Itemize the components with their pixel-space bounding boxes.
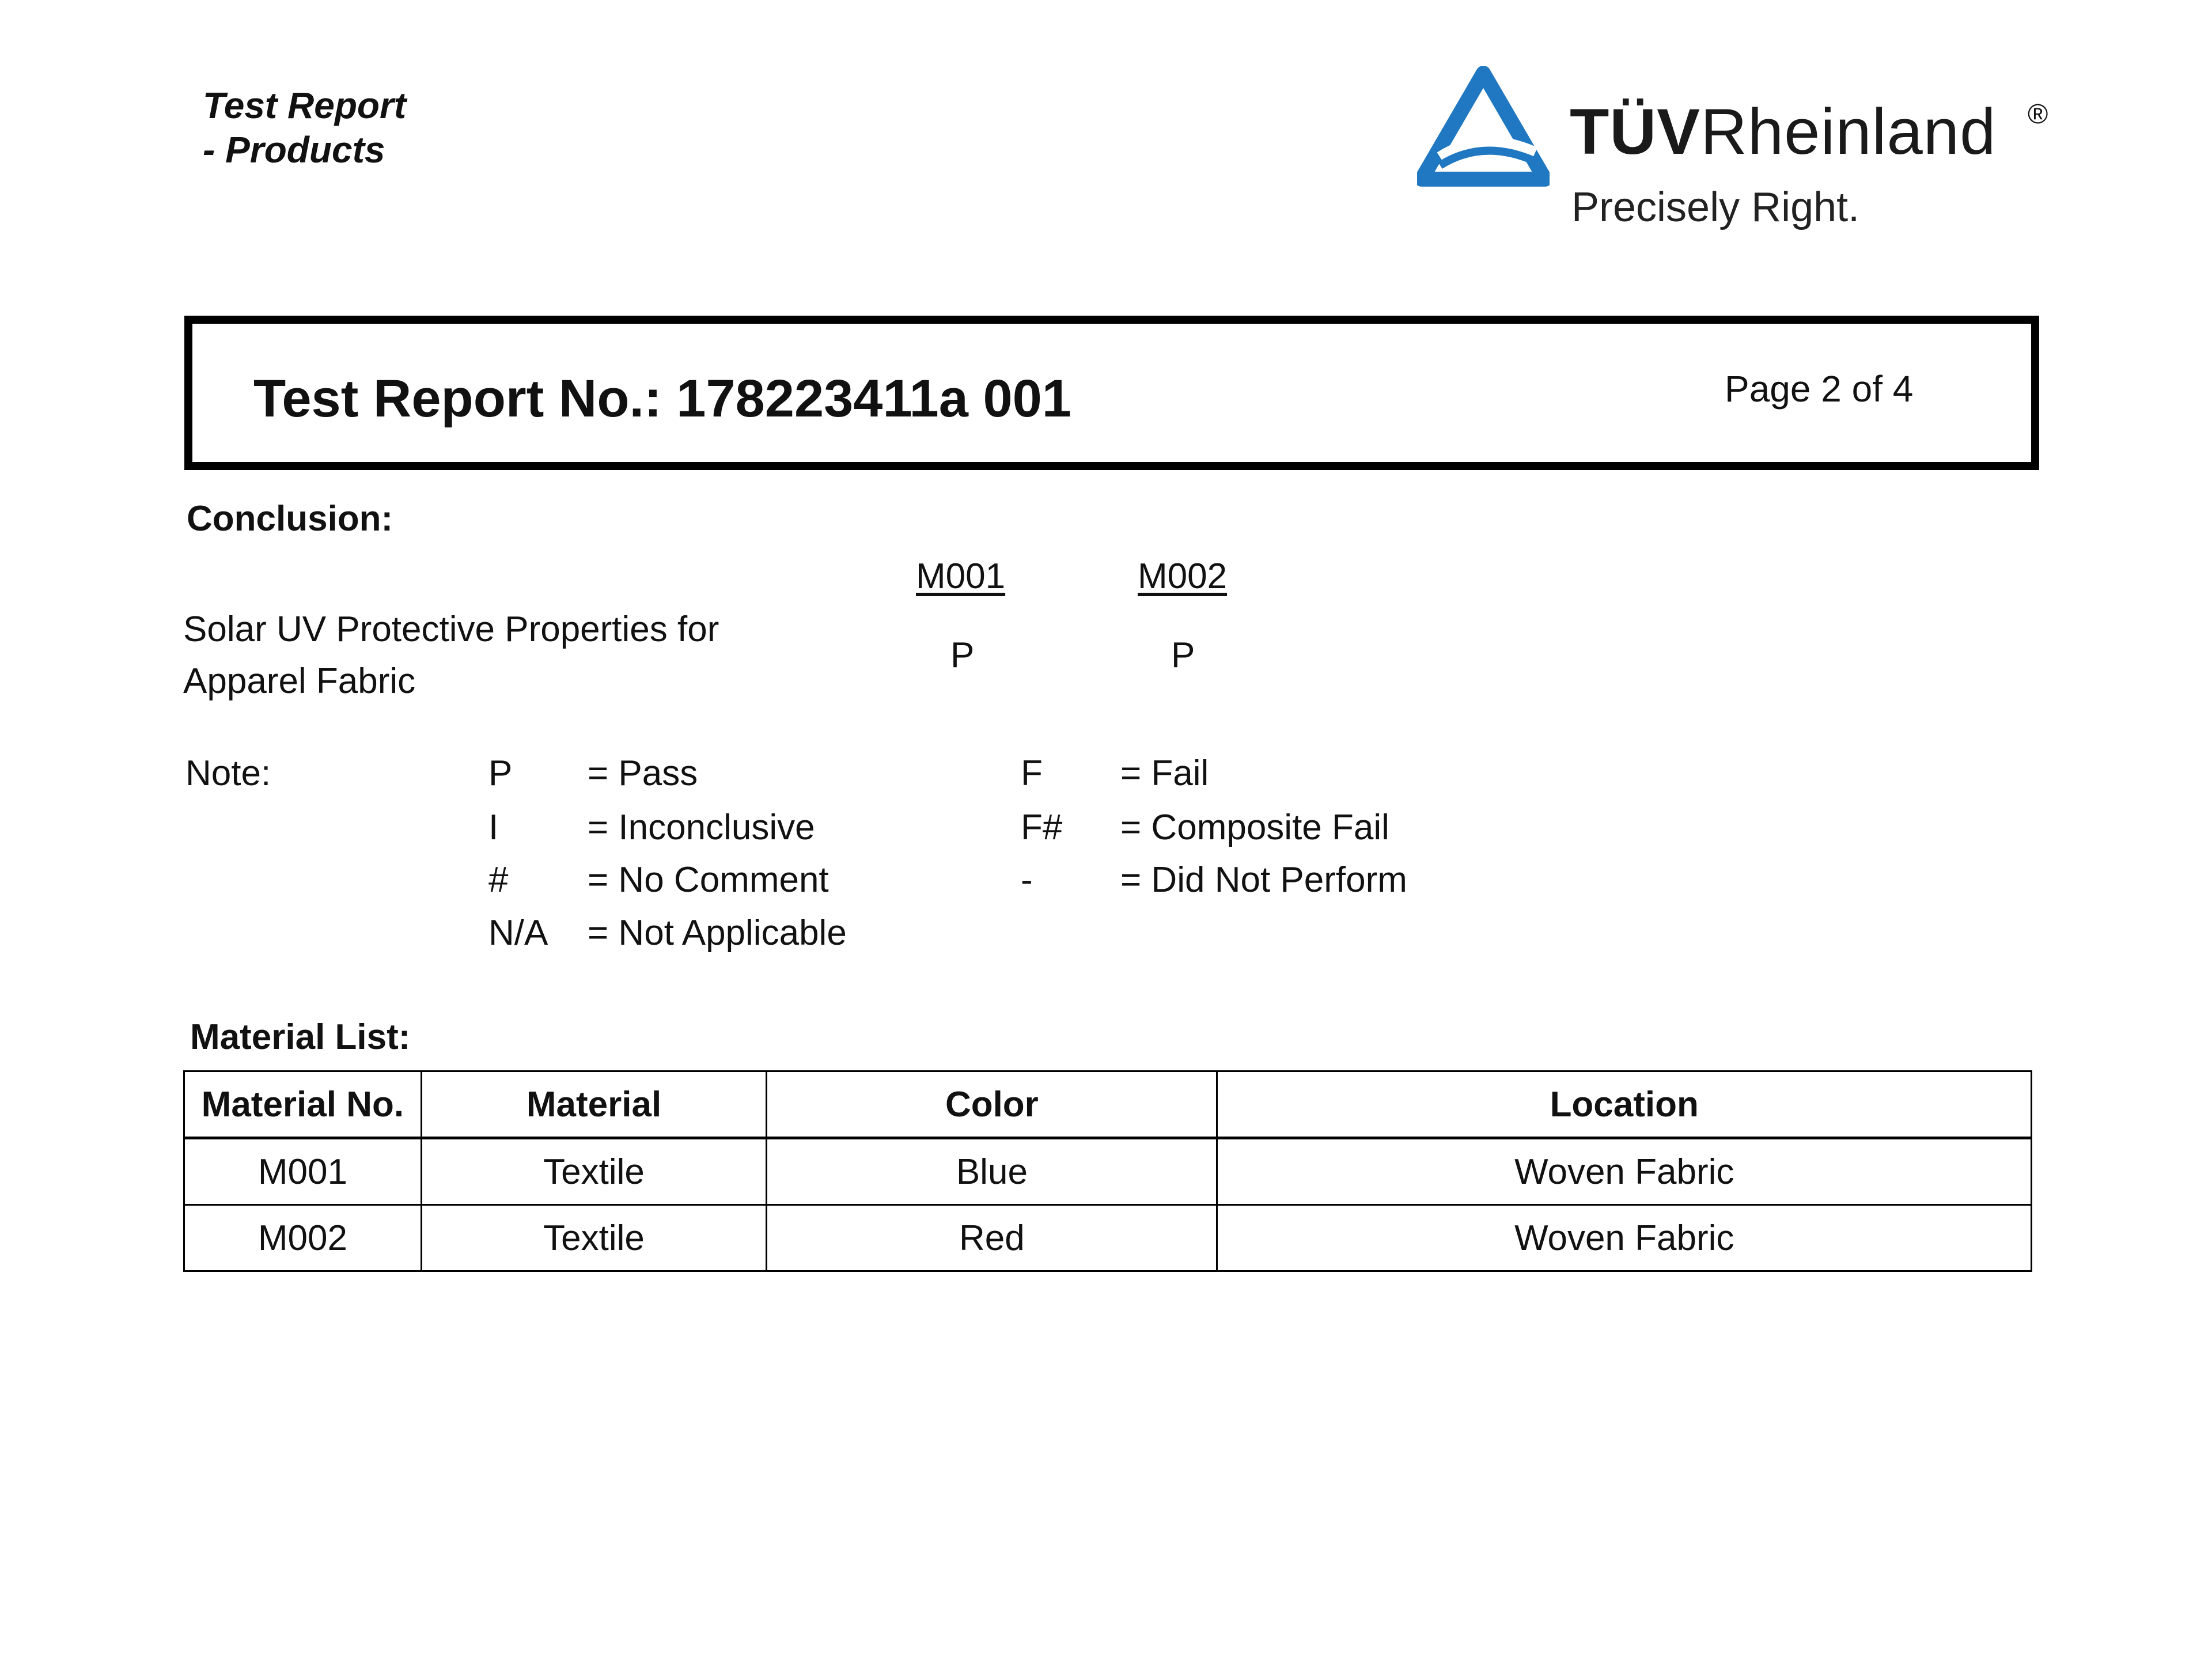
table-cell: M001 <box>184 1138 422 1205</box>
tuv-rheinland-logo <box>1417 66 2051 239</box>
logo-tagline: Precisely Right. <box>1571 184 1860 230</box>
material-table <box>183 1070 2032 1272</box>
column-header: Material <box>421 1071 767 1138</box>
conclusion-column-m001: M001 <box>916 556 1006 596</box>
table-row <box>184 1138 2032 1205</box>
legend-meaning: = No Comment <box>588 860 829 900</box>
legend-meaning: = Not Applicable <box>588 913 847 953</box>
legend-meaning: = Inconclusive <box>588 808 815 847</box>
document-type-line1: Test Report <box>203 85 407 126</box>
column-header: Color <box>767 1071 1217 1138</box>
legend-meaning: = Pass <box>588 753 698 793</box>
material-list-heading: Material List: <box>190 1017 411 1057</box>
legend-meaning: = Fail <box>1120 753 1209 793</box>
table-cell: Textile <box>421 1205 767 1271</box>
table-cell: Red <box>767 1205 1217 1271</box>
table-cell: Blue <box>767 1138 1217 1205</box>
legend-meaning: = Did Not Perform <box>1120 860 1407 900</box>
result-m002: P <box>1171 635 1195 675</box>
result-m001: P <box>950 635 975 675</box>
note-label: Note: <box>185 753 271 793</box>
page-indicator: Page 2 of 4 <box>1725 368 1914 410</box>
registered-mark: ® <box>2028 99 2048 130</box>
legend-code: F <box>1021 753 1043 793</box>
conclusion-heading: Conclusion: <box>187 499 393 539</box>
legend-meaning: = Composite Fail <box>1120 808 1389 847</box>
table-cell: Woven Fabric <box>1217 1205 2032 1271</box>
document-type-line2: - Products <box>203 129 385 171</box>
legend-code: - <box>1021 860 1033 900</box>
tuv-triangle-icon <box>1417 66 1550 187</box>
table-cell: Woven Fabric <box>1217 1138 2032 1205</box>
table-cell: M002 <box>184 1205 422 1271</box>
logo-wordmark-tuv: TÜV <box>1570 96 1700 168</box>
report-number-box <box>184 316 2039 470</box>
table-cell: Textile <box>421 1138 767 1205</box>
legend-code: I <box>488 808 499 847</box>
legend-code: # <box>488 860 509 900</box>
logo-wordmark-rheinland: Rheinland <box>1700 96 1997 168</box>
test-name-line1: Solar UV Protective Properties for <box>183 609 719 649</box>
conclusion-column-m002: M002 <box>1138 556 1228 596</box>
table-row <box>184 1205 2032 1271</box>
table-header-row <box>184 1071 2032 1138</box>
document-type-title <box>203 84 406 172</box>
legend-code: N/A <box>488 913 548 953</box>
column-header: Location <box>1217 1071 2032 1138</box>
logo-wordmark <box>1570 96 1997 168</box>
legend-code: P <box>488 753 513 793</box>
column-header: Material No. <box>184 1071 422 1138</box>
test-name-line2: Apparel Fabric <box>183 661 416 701</box>
report-number: Test Report No.: 178223411a 001 <box>253 369 1071 428</box>
legend-code: F# <box>1021 808 1063 847</box>
